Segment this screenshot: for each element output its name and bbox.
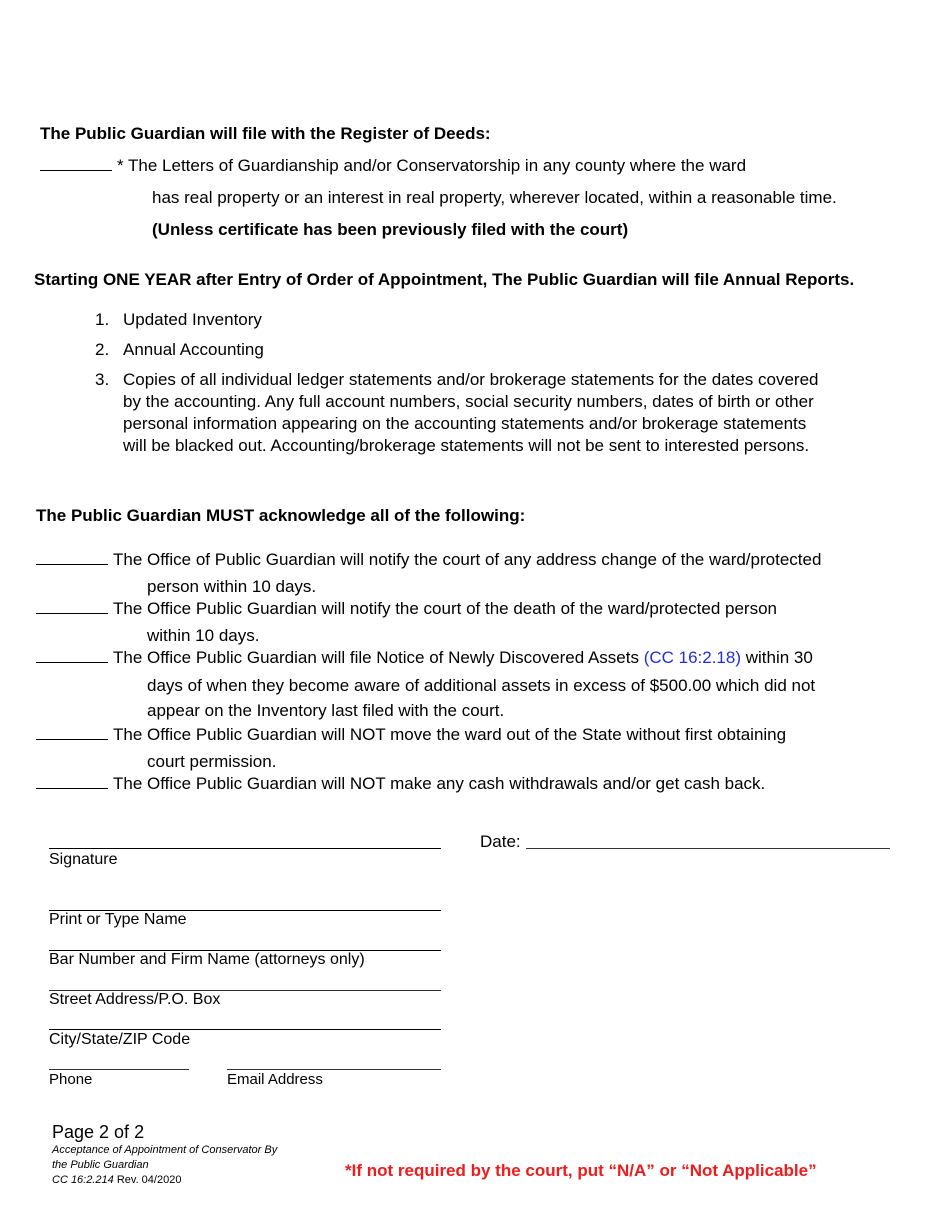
- annual-item-3-line: Copies of all individual ledger statements and/or brokerage statements for the dates covered: [123, 370, 819, 389]
- initial-blank[interactable]: [36, 550, 108, 565]
- ack-item-2: [36, 599, 777, 619]
- ack-item-line1: The Office Public Guardian will file Notice of Newly Discovered Assets: [113, 648, 644, 667]
- city-label: City/State/ZIP Code: [49, 1031, 191, 1048]
- initial-blank[interactable]: [36, 725, 108, 740]
- form-code: CC 16:2.214: [52, 1174, 114, 1186]
- form-code-line: [52, 1174, 181, 1186]
- ack-item-line1: The Office of Public Guardian will notify the court of any address change of the ward/protected: [113, 550, 822, 569]
- annual-item-num: 2.: [95, 340, 110, 359]
- register-heading: The Public Guardian will file with the Register of Deeds:: [40, 124, 491, 143]
- ack-item-line2: days of when they become aware of additional assets in excess of $500.00 which did not: [147, 676, 816, 695]
- ack-item-line1: The Office Public Guardian will NOT move the ward out of the State without first obtaining: [113, 725, 787, 744]
- page-number: Page 2 of 2: [52, 1122, 145, 1142]
- register-item-line1: * The Letters of Guardianship and/or Conservatorship in any county where the ward: [117, 156, 747, 175]
- annual-item-3-line: by the accounting. Any full account numbers, social security numbers, dates of birth or other: [123, 392, 814, 411]
- register-item-line2: has real property or an interest in real property, wherever located, within a reasonable time.: [152, 188, 837, 207]
- ack-item-line1: The Office Public Guardian will notify the court of the death of the ward/protected person: [113, 599, 778, 618]
- annual-item-text: Updated Inventory: [123, 310, 262, 329]
- acknowledge-heading: The Public Guardian MUST acknowledge all of the following:: [36, 506, 526, 525]
- email-line[interactable]: [227, 1069, 441, 1070]
- ack-item-4: [36, 725, 786, 745]
- signature-label: Signature: [49, 851, 118, 868]
- initial-blank[interactable]: [40, 156, 112, 171]
- ack-item-1: [36, 550, 821, 570]
- form-title-line1: Acceptance of Appointment of Conservator By: [52, 1144, 278, 1156]
- register-item-note: (Unless certificate has been previously filed with the court): [152, 220, 629, 239]
- annual-item-num: 3.: [95, 370, 110, 389]
- bar-number-label: Bar Number and Firm Name (attorneys only): [49, 951, 365, 968]
- register-item: [40, 156, 746, 176]
- ack-item-5: [36, 774, 765, 794]
- signature-line[interactable]: [49, 848, 441, 849]
- date-label: Date:: [480, 832, 521, 851]
- phone-line[interactable]: [49, 1069, 189, 1070]
- phone-label: Phone: [49, 1071, 93, 1088]
- ack-item-line2: person within 10 days.: [147, 577, 317, 596]
- rule-reference-link[interactable]: (CC 16:2.18): [643, 648, 742, 667]
- annual-heading: Starting ONE YEAR after Entry of Order of Appointment, The Public Guardian will file Annual Reports.: [34, 270, 855, 289]
- ack-item-line2: court permission.: [147, 752, 277, 771]
- ack-item-line2: within 10 days.: [147, 626, 260, 645]
- initial-blank[interactable]: [36, 774, 108, 789]
- annual-item-3-line: personal information appearing on the accounting statements and/or brokerage statements: [123, 414, 807, 433]
- annual-item-3-line: will be blacked out. Accounting/brokerage statements will not be sent to interested persons.: [123, 436, 810, 455]
- not-applicable-note: *If not required by the court, put “N/A” or “Not Applicable”: [345, 1161, 817, 1180]
- ack-item-line3: appear on the Inventory last filed with the court.: [147, 701, 505, 720]
- initial-blank[interactable]: [36, 648, 108, 663]
- annual-item-3: [95, 370, 109, 390]
- street-label: Street Address/P.O. Box: [49, 991, 221, 1008]
- annual-item-1: [95, 310, 262, 330]
- city-line[interactable]: [49, 1029, 441, 1030]
- annual-item-2: [95, 340, 264, 360]
- date-line[interactable]: [526, 848, 890, 849]
- form-title-line2: the Public Guardian: [52, 1159, 149, 1171]
- ack-item-3: [36, 648, 813, 668]
- initial-blank[interactable]: [36, 599, 108, 614]
- email-label: Email Address: [227, 1071, 323, 1088]
- print-name-label: Print or Type Name: [49, 911, 187, 928]
- annual-item-text: Annual Accounting: [123, 340, 264, 359]
- ack-item-line1-post: within 30: [741, 648, 813, 667]
- ack-item-line1: The Office Public Guardian will NOT make any cash withdrawals and/or get cash back.: [113, 774, 766, 793]
- form-revision: Rev. 04/2020: [113, 1174, 182, 1186]
- annual-item-num: 1.: [95, 310, 110, 329]
